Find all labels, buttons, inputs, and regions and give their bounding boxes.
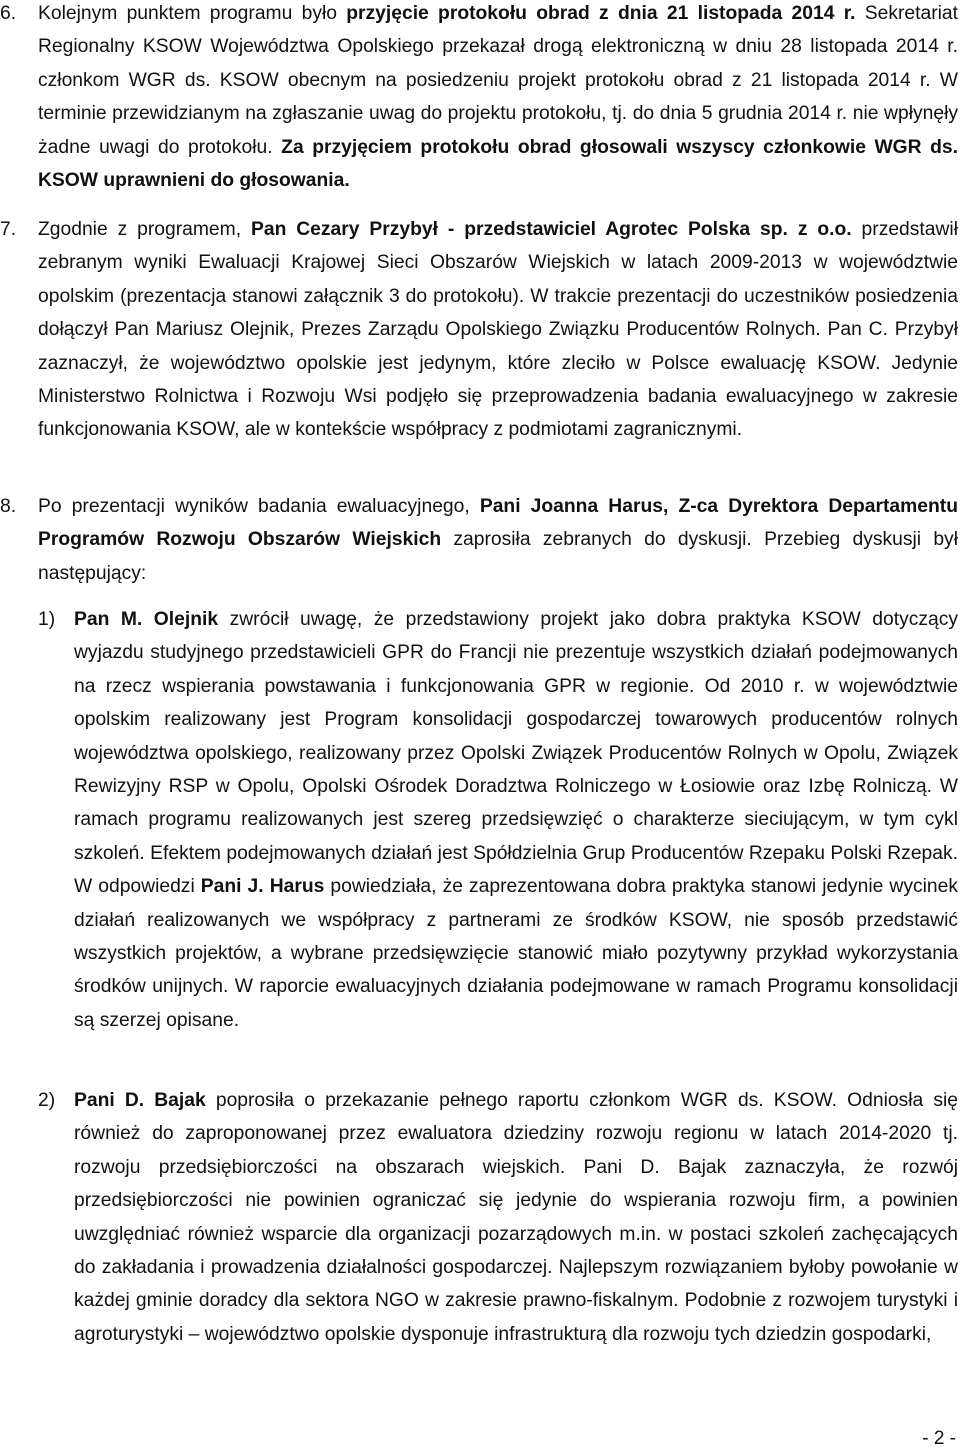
agenda-item-6 — [0, 0, 960, 197]
text-run: przedstawił zebranym wyniki Ewaluacji Krajowej Sieci Obszarów Wiejskich w latach 2009-2013 w województwie opolskim (prezentacja stanowi załącznik 3 do protokołu). W trakcie prezentacji do uczestników posiedzenia dołączył Pan Mariusz Olejnik, Prezes Zarządu Opolskiego Związku Producentów Rolnych. Pan C. Przybył zaznaczył, że województwo opolskie jest jedynym, które zleciło w Polsce ewaluację KSOW. Jedynie Ministerstwo Rolnictwa i Rozwoju Wsi podjęło się przeprowadzenia badania ewaluacyjnego w zakresie funkcjonowania KSOW, ale w kontekście współpracy z podmiotami zagranicznymi. — [38, 219, 958, 441]
bold-text-run: Pani Joanna Harus, Z-ca Dyrektora Departamentu Programów Rozwoju Obszarów Wiejskich — [38, 496, 958, 551]
point-text — [74, 1084, 958, 1351]
item-number: 7. — [0, 219, 17, 240]
point-number: 2) — [38, 1090, 56, 1111]
discussion-point-1 — [0, 603, 960, 1037]
text-run: Zgodnie z programem, — [38, 219, 251, 240]
agenda-item-7 — [0, 213, 960, 447]
bold-text-run: Za przyjęciem protokołu obrad głosowali wszyscy członkowie WGR ds. KSOW uprawnieni do głosowania. — [38, 136, 958, 192]
agenda-item-8 — [0, 490, 960, 590]
bold-text-run: Pani D. Bajak — [74, 1090, 206, 1111]
text-run: Sekretariat Regionalny KSOW Województwa Opolskiego przekazał drogą elektroniczną w dniu 28 listopada 2014 r. członkom WGR ds. KSOW obecnym na posiedzeniu projekt protokołu obrad z 21 listopada 2014 r. W terminie przewidzianym na zgłaszanie uwag do projektu protokołu, tj. do dnia 5 grudnia 2014 r. nie wpłynęły żadne uwagi do protokołu. — [38, 3, 958, 158]
bold-text-run: Pan M. Olejnik — [74, 609, 219, 630]
text-run: powiedziała, że zaprezentowana dobra praktyka stanowi jedynie wycinek działań realizowanych we współpracy z partnerami ze środków KSOW, nie sposób przedstawić wszystkich projektów, a wybrane przedsięwzięcie stanowić miało pozytywny przykład wykorzystania środków unijnych. W raporcie ewaluacyjnych działania podejmowane w ramach Programu konsolidacji są szerzej opisane. — [74, 876, 958, 1031]
text-run: Kolejnym punktem programu było — [38, 3, 347, 24]
text-run: zwrócił uwagę, że przedstawiony projekt jako dobra praktyka KSOW dotyczący wyjazdu studyjnego przedstawicieli GPR do Francji nie prezentuje wszystkich działań podejmowanych na rzecz wspierania powstawania i funkcjonowania GPR w regionie. Od 2010 r. w województwie opolskim realizowany jest Program konsolidacji gospodarczej towarowych producentów rolnych województwa opolskiego, realizowany przez Opolski Związek Producentów Rolnych w Opolu, Związek Rewizyjny RSP w Opolu, Opolski Ośrodek Doradztwa Rolniczego w Łosiowie oraz Izbę Rolniczą. W ramach programu realizowanych jest szereg przedsięwzięć o charakterze sieciującym, w tym cykl szkoleń. Efektem podejmowanych działań jest Spółdzielnia Grup Producentów Rzepaku Polski Rzepak. W odpowiedzi — [74, 609, 958, 898]
item-text — [38, 490, 958, 590]
bold-text-run: przyjęcie protokołu obrad z dnia 21 listopada 2014 r. — [346, 3, 856, 24]
discussion-point-2 — [0, 1084, 960, 1351]
point-text — [74, 603, 958, 1037]
item-text — [38, 213, 958, 447]
item-number: 6. — [0, 3, 17, 24]
page-number: - 2 - — [922, 1428, 956, 1449]
bold-text-run: Pan Cezary Przybył - przedstawiciel Agrotec Polska sp. z o.o. — [250, 219, 852, 240]
text-run: Po prezentacji wyników badania ewaluacyjnego, — [38, 496, 480, 517]
text-run: poprosiła o przekazanie pełnego raportu członkom WGR ds. KSOW. Odniosła się również do zaproponowanej przez ewaluatora dziedziny rozwoju regionu w latach 2014-2020 tj. rozwoju przedsiębiorczości na obszarach wiejskich. Pani D. Bajak zaznaczyła, że rozwój przedsiębiorczości nie powinien ograniczać się jedynie do wspierania rozwoju firm, a powinien uwzględniać również wsparcie dla organizacji pozarządowych m.in. w postaci szkoleń zachęcających do zakładania i prowadzenia działalności gospodarczej. Najlepszym rozwiązaniem byłoby powołanie w każdej gminie doradcy dla sektora NGO w zakresie prawno-fiskalnym. Podobnie z rozwojem turystyki i agroturystyki – województwo opolskie dysponuje infrastrukturą dla rozwoju tych dziedzin gospodarki, — [74, 1090, 959, 1345]
point-number: 1) — [38, 609, 56, 630]
item-text — [38, 0, 958, 197]
text-run: zaprosiła zebranych do dyskusji. Przebieg dyskusji był następujący: — [38, 529, 958, 584]
item-number: 8. — [0, 496, 17, 517]
bold-text-run: Pani J. Harus — [200, 876, 325, 898]
